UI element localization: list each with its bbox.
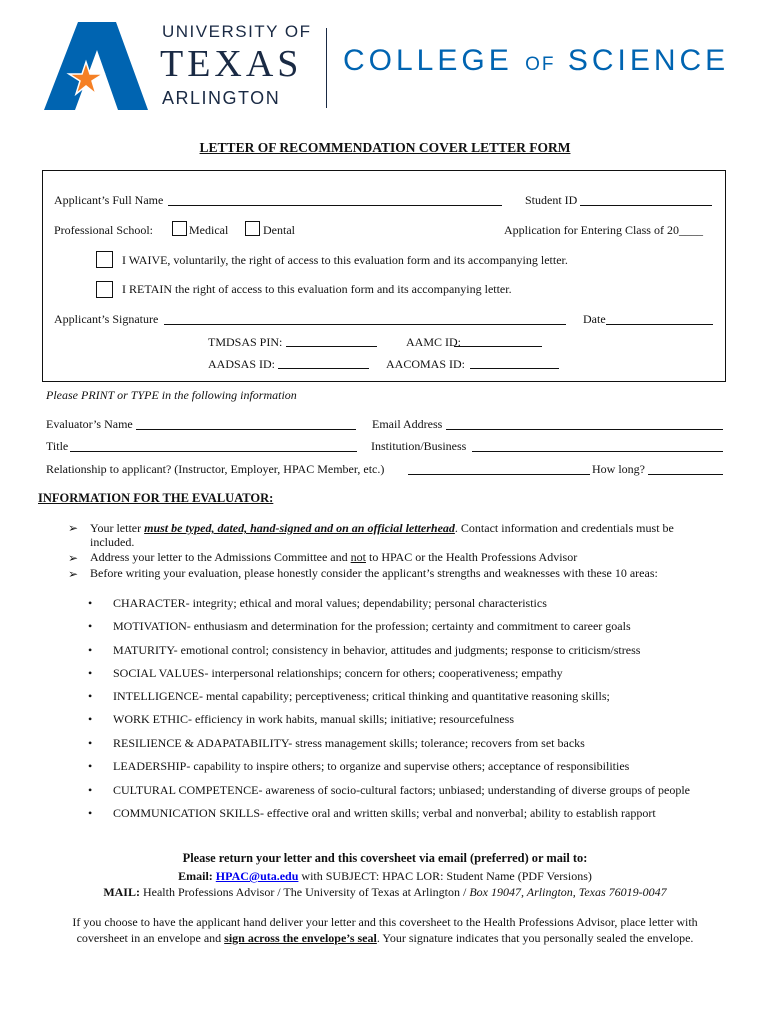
evaluator-name-field[interactable] xyxy=(136,417,356,430)
evaluator-name-label: Evaluator’s Name xyxy=(46,417,133,431)
bullet-icon: • xyxy=(88,643,93,657)
letter-requirements xyxy=(90,521,720,536)
uta-a-logo xyxy=(44,22,148,110)
bullet-icon: • xyxy=(88,689,93,703)
tmdsas-field[interactable] xyxy=(286,334,377,347)
aacomas-label: AACOMAS ID: xyxy=(386,357,466,371)
mail-box: Box 19047, Arlington, Texas 76019-0047 xyxy=(469,885,667,899)
bullet-icon: • xyxy=(88,783,93,797)
aadsas-label: AADSAS ID: xyxy=(208,357,276,371)
arrow-bullet-icon: ➢ xyxy=(68,521,79,535)
aacomas-field[interactable] xyxy=(470,356,559,369)
arrow2-pre: Address your letter to the Admissions Committee and xyxy=(90,550,351,564)
mail-line xyxy=(0,885,770,900)
bullet-icon: • xyxy=(88,806,93,820)
note2-pre: coversheet in an envelope and xyxy=(76,931,225,945)
return-instruction: Please return your letter and this coversheet via email (preferred) or mail to: xyxy=(182,851,588,865)
bullet-icon: • xyxy=(88,736,93,750)
email-address-field[interactable] xyxy=(446,417,723,430)
bullet-icon: • xyxy=(88,619,93,633)
aadsas-field[interactable] xyxy=(278,356,369,369)
arrow2-not: not xyxy=(350,550,366,564)
tmdsas-label: TMDSAS PIN: xyxy=(208,335,283,349)
arrow1-post: . Contact information and credentials must be xyxy=(454,521,674,535)
arrow2-post: to HPAC or the Health Professions Advisor xyxy=(365,550,578,564)
medical-checkbox[interactable] xyxy=(172,221,187,236)
info-heading: INFORMATION FOR THE EVALUATOR: xyxy=(38,491,274,505)
mail-prefix: MAIL: xyxy=(103,885,140,899)
student-id-field[interactable] xyxy=(580,193,712,206)
letterhead-requirement: must be typed, dated, hand-signed and on an official letterhead xyxy=(144,521,455,535)
dental-checkbox[interactable] xyxy=(245,221,260,236)
email-prefix: Email: xyxy=(178,869,216,883)
college-of-science-logo xyxy=(343,44,729,78)
hpac-email-link[interactable]: HPAC@uta.edu xyxy=(215,869,299,883)
of-word: OF xyxy=(525,54,556,75)
institution-field[interactable] xyxy=(472,439,723,452)
waive-checkbox[interactable] xyxy=(96,251,113,268)
waive-text: I WAIVE, voluntarily, the right of access to this evaluation form and its accompanying letter. xyxy=(122,253,568,267)
how-long-field[interactable] xyxy=(648,462,723,475)
bullet-icon: • xyxy=(88,712,93,726)
medical-label: Medical xyxy=(189,223,229,237)
form-title: LETTER OF RECOMMENDATION COVER LETTER FORM xyxy=(199,140,571,155)
texas-text: TEXAS xyxy=(160,43,303,85)
institution-label: Institution/Business xyxy=(371,439,467,453)
email-address-label: Email Address xyxy=(372,417,443,431)
aamc-label: AAMC ID: xyxy=(406,335,462,349)
address-instruction xyxy=(90,550,577,565)
university-of-text: UNIVERSITY OF xyxy=(162,22,312,41)
dental-label: Dental xyxy=(263,223,295,237)
relationship-label: Relationship to applicant? (Instructor, Employer, HPAC Member, etc.) xyxy=(46,462,385,476)
date-label: Date xyxy=(583,312,606,326)
consider-instruction: Before writing your evaluation, please honestly consider the applicant’s strengths and weaknesses with these 10 areas: xyxy=(90,566,658,580)
hand-deliver-note-line1: If you choose to have the applicant hand deliver your letter and this coversheet to the Health Professions Advisor, place letter with xyxy=(72,915,698,929)
date-field[interactable] xyxy=(606,312,713,325)
header-divider xyxy=(326,28,327,108)
arrow-bullet-icon: ➢ xyxy=(68,567,79,581)
bullet-icon: • xyxy=(88,759,93,773)
relationship-field[interactable] xyxy=(408,462,590,475)
full-name-field[interactable] xyxy=(168,193,502,206)
full-name-label: Applicant’s Full Name xyxy=(54,193,164,207)
signature-field[interactable] xyxy=(164,312,566,325)
print-type-instruction: Please PRINT or TYPE in the following information xyxy=(46,388,297,402)
retain-checkbox[interactable] xyxy=(96,281,113,298)
hand-deliver-note-line2 xyxy=(0,931,770,946)
bullet-icon: • xyxy=(88,666,93,680)
entering-class-label[interactable]: Application for Entering Class of 20____ xyxy=(504,223,703,237)
email-subject: with SUBJECT: HPAC LOR: Student Name (PDF Versions) xyxy=(298,869,592,883)
note2-post: . Your signature indicates that you personally sealed the envelope. xyxy=(376,931,694,945)
student-id-label: Student ID xyxy=(525,193,578,207)
retain-text: I RETAIN the right of access to this evaluation form and its accompanying letter. xyxy=(122,282,512,296)
title-field[interactable] xyxy=(70,439,357,452)
bullet-icon: • xyxy=(88,596,93,610)
arrow1-pre: Your letter xyxy=(90,521,145,535)
mail-address: Health Professions Advisor / The University of Texas at Arlington / xyxy=(139,885,470,899)
professional-school-label: Professional School: xyxy=(54,223,153,237)
college-word: COLLEGE xyxy=(343,44,513,77)
arrow-bullet-icon: ➢ xyxy=(68,551,79,565)
aamc-field[interactable] xyxy=(454,334,542,347)
signature-label: Applicant’s Signature xyxy=(54,312,159,326)
sign-seal-emphasis: sign across the envelope’s seal xyxy=(224,931,377,945)
how-long-label: How long? xyxy=(592,462,645,476)
email-line xyxy=(0,869,770,884)
science-word: SCIENCE xyxy=(567,44,730,77)
arrow1-continuation: included. xyxy=(90,535,135,549)
arlington-text: ARLINGTON xyxy=(162,88,281,108)
title-label: Title xyxy=(46,439,69,453)
